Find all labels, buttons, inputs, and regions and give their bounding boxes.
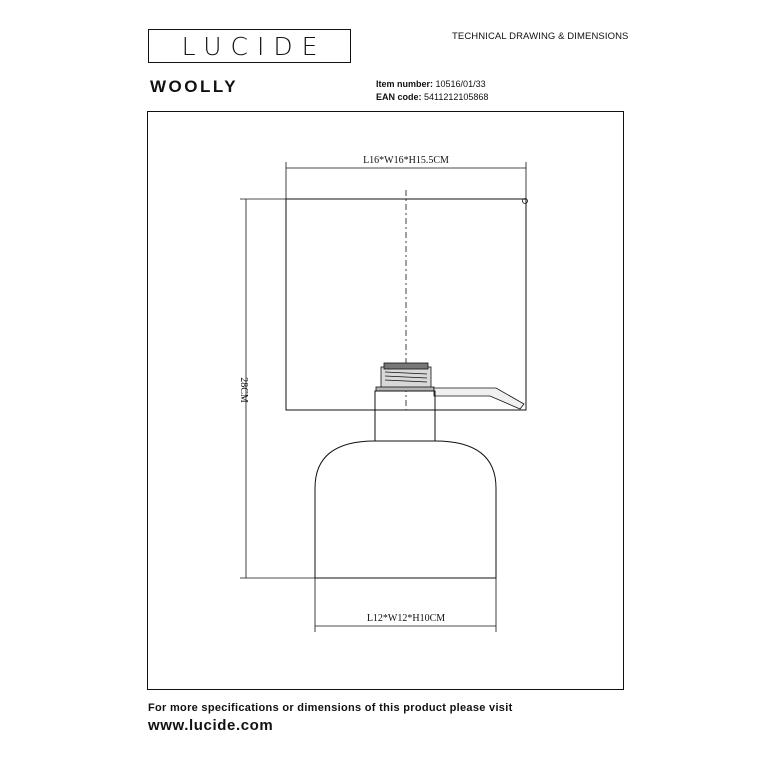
shade-dimension-label: L16*W16*H15.5CM [363, 155, 449, 166]
brand-logo-text: LUCIDE [181, 31, 327, 61]
ean-value: 5411212105868 [424, 92, 489, 102]
ean-label: EAN code: [376, 92, 422, 102]
base-dimension-label: L12*W12*H10CM [366, 613, 446, 624]
total-height-dimension [240, 199, 315, 578]
product-name: WOOLLY [150, 77, 239, 96]
footer-info-text: For more specifications or dimensions of this product please visit [148, 702, 513, 714]
lamp-base [315, 441, 496, 578]
height-dimension-label: 28CM [238, 377, 249, 403]
item-number-label: Item number: [376, 79, 434, 89]
footer [148, 702, 513, 734]
shade-bracket [434, 388, 524, 409]
item-number-value: 10516/01/33 [435, 79, 486, 89]
lamp-neck [375, 391, 435, 441]
document-type: TECHNICAL DRAWING & DIMENSIONS [452, 31, 629, 42]
lamp-socket [376, 363, 434, 391]
website-link[interactable]: www.lucide.com [148, 717, 274, 734]
